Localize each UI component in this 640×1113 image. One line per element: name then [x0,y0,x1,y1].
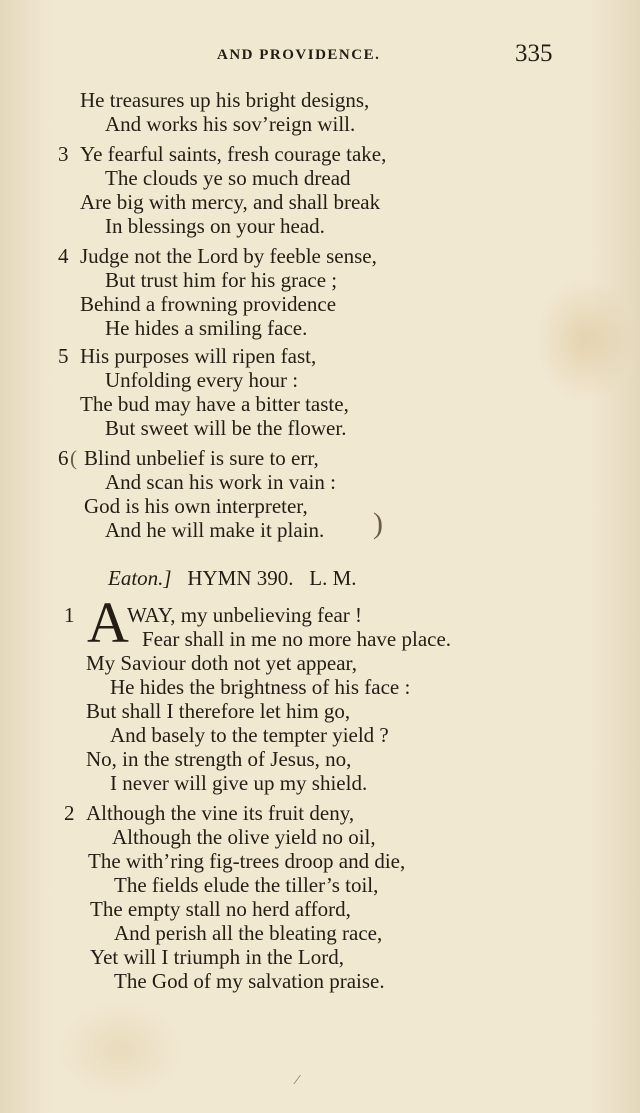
verse-line: The clouds ye so much dread [105,166,351,190]
verse-line: Judge not the Lord by feeble sense, [80,244,377,268]
verse-line: Are big with mercy, and shall break [80,190,381,214]
verse-line: Yet will I triumph in the Lord, [90,945,344,969]
running-head: AND PROVIDENCE. [217,47,381,63]
verse-line: In blessings on your head. [105,214,325,238]
verse-line: The fields elude the tiller’s toil, [114,873,379,897]
verse-line: Unfolding every hour : [105,368,299,392]
printer-mark: ⁄ [296,1073,299,1088]
verse-number: 3 [58,142,69,166]
hymn-meter: L. M. [309,566,357,590]
verse-line: The God of my salvation praise. [114,969,385,993]
verse-line: WAY, my unbelieving fear ! [127,603,363,627]
pencil-bracket-mark: ) [373,507,383,540]
verse-line: The empty stall no herd afford, [90,897,351,921]
verse-line: Although the olive yield no oil, [112,825,376,849]
verse-number: 4 [58,244,69,268]
verse-line: I never will give up my shield. [110,771,368,795]
drop-cap: A [87,590,129,655]
verse-number: 2 [64,801,75,825]
verse-number: 6 [58,446,69,470]
verse-line: And works his sov’reign will. [105,112,356,136]
verse-line: No, in the strength of Jesus, no, [86,747,352,771]
verse-line: And he will make it plain. [105,518,325,542]
verse-line: And scan his work in vain : [105,470,336,494]
verse-line: He treasures up his bright designs, [80,88,370,112]
verse-line: But trust him for his grace ; [105,268,338,292]
verse-line: Behind a frowning providence [80,292,337,316]
verse-line: And perish all the bleating race, [114,921,383,945]
verse-number: 1 [64,603,75,627]
verse-line: Fear shall in me no more have place. [142,627,452,651]
verse-line: He hides the brightness of his face : [110,675,411,699]
verse-line: He hides a smiling face. [105,316,308,340]
verse-line: Although the vine its fruit deny, [86,801,355,825]
verse-line: Blind unbelief is sure to err, [84,446,319,470]
verse-line: But sweet will be the flower. [105,416,347,440]
page-number: 335 [515,40,553,67]
verse-line: And basely to the tempter yield ? [110,723,389,747]
verse-line: Ye fearful saints, fresh courage take, [80,142,387,166]
verse-line: The with’ring fig-trees droop and die, [88,849,406,873]
pencil-bracket-mark: ( [70,446,77,470]
verse-line: But shall I therefore let him go, [86,699,351,723]
verse-line: God is his own interpreter, [84,494,308,518]
hymn-title: HYMN 390. [187,566,294,590]
verse-line: My Saviour doth not yet appear, [86,651,357,675]
verse-line: The bud may have a bitter taste, [80,392,349,416]
hymn-heading [108,566,357,590]
verse-line: His purposes will ripen fast, [80,344,317,368]
verse-number: 5 [58,344,69,368]
tune-name: Eaton.] [108,566,172,590]
